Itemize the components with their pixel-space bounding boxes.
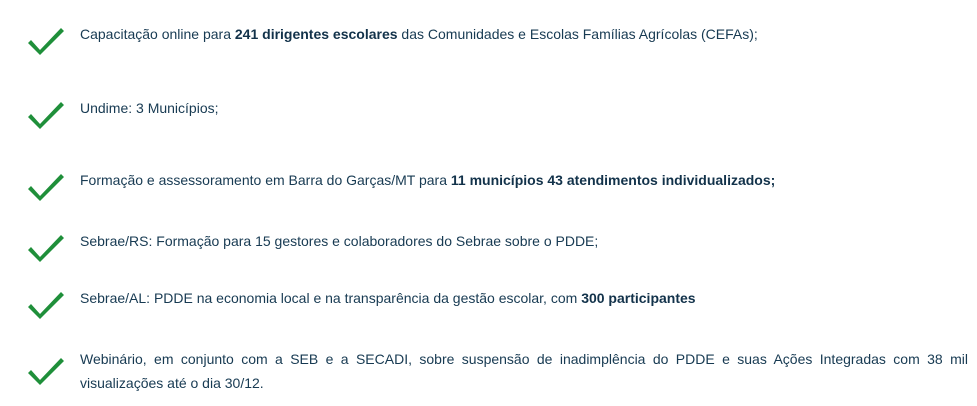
list-item-text: Webinário, em conjunto com a SEB e a SECADI, sobre suspensão de inadimplência do PDDE e suas Ações Integradas com 38 mil visualizações até o dia 30/12. (80, 351, 968, 391)
list-item-text: Sebrae/RS: Formação para 15 gestores e colaboradores do Sebrae sobre o PDDE; (80, 233, 599, 249)
list-item-text: Capacitação online para 241 dirigentes escolares das Comunidades e Escolas Famílias Agrícolas (CEFAs); (80, 26, 758, 42)
list-item-text: Formação e assessoramento em Barra do Garças/MT para 11 municípios 43 atendimentos individualizados; (80, 172, 776, 188)
check-icon (28, 98, 64, 130)
list-item-text: Sebrae/AL: PDDE na economia local e na transparência da gestão escolar, com 300 participantes (80, 290, 696, 306)
check-icon (28, 231, 64, 263)
check-icon (28, 354, 64, 386)
check-icon (28, 170, 64, 202)
check-icon (28, 288, 64, 320)
check-icon (28, 24, 64, 56)
list-item-text: Undime: 3 Municípios; (80, 100, 219, 116)
